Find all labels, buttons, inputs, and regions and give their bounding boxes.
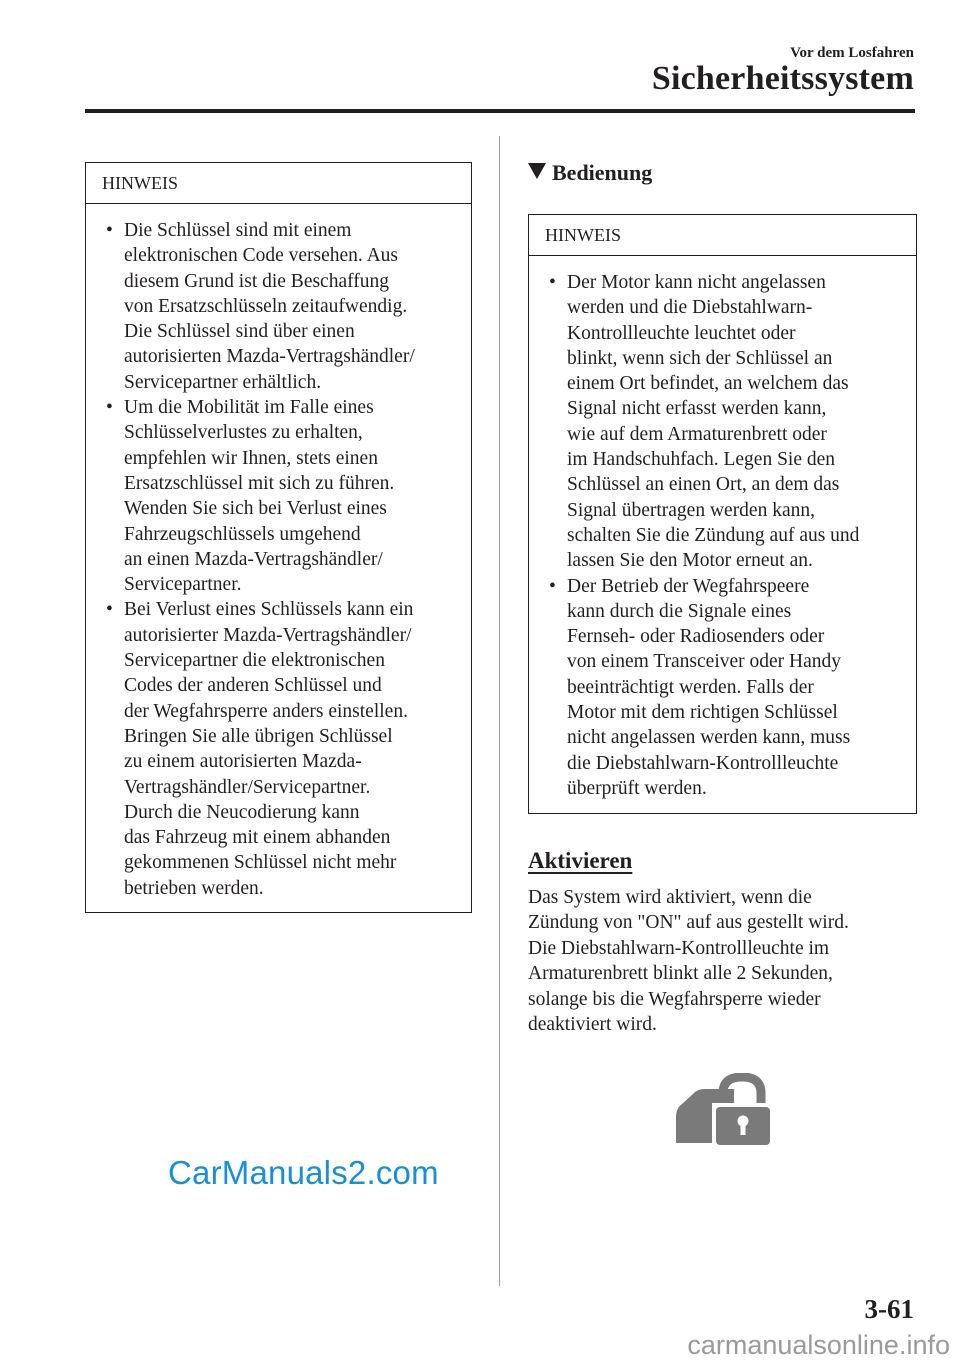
- page-number: 3-61: [864, 1294, 914, 1324]
- bullet: •: [106, 220, 113, 241]
- header-section-label: Vor dem Losfahren: [790, 45, 914, 61]
- section-title: [528, 160, 652, 186]
- bullet: •: [106, 599, 113, 621]
- subsection-title: Aktivieren: [528, 848, 633, 873]
- note-text: Um die Mobilität im Falle eines Schlüsselverlustes zu erhalten, empfehlen wir Ihnen, stets einen Ersatzschlüssel mit sich zu führen. Wenden Sie sich bei Verlust eines Fahrzeugschlüssels umgehend an einen Mazda-Vertragshändler/ Servicepartner.: [124, 397, 395, 596]
- bullet: •: [549, 272, 556, 293]
- footer-site-label: carmanualsonline.info: [687, 1330, 950, 1360]
- right-note-list: [529, 256, 916, 811]
- list-item: [529, 270, 910, 574]
- bullet: •: [106, 397, 113, 419]
- column-divider: [499, 136, 500, 1286]
- watermark-logo: CarManuals2.com: [168, 1154, 439, 1191]
- left-note-list: [86, 204, 471, 911]
- header-rule: [85, 109, 915, 113]
- triangle-down-icon: [528, 163, 546, 179]
- section-title-text: Bedienung: [552, 160, 653, 185]
- security-lock-indicator-icon: [672, 1073, 774, 1149]
- note-text: Der Betrieb der Wegfahrspeere kann durch die Signale eines Fernseh- oder Radiosenders oder von einem Transceiver oder Handy beeinträchtigt werden. Falls der Motor mit dem richtigen Schlüssel nicht angelassen werden kann, muss die Diebstahlwarn-Kontrollleuchte überprüft werden.: [567, 575, 851, 799]
- right-note-heading: HINWEIS: [529, 215, 916, 256]
- note-text: Die Schlüssel sind mit einem elektronischen Code versehen. Aus diesem Grund ist die Beschaffung von Ersatzschlüsseln zeitaufwendig. Die Schlüssel sind über einen autorisierten Mazda-Vertragshändler/ Servicepartner erhältlich.: [124, 220, 415, 393]
- left-note-box: [85, 162, 472, 913]
- list-item: [86, 218, 465, 395]
- note-text: Bei Verlust eines Schlüssels kann ein autorisierter Mazda-Vertragshändler/ Servicepartner die elektronischen Codes der anderen Schlüssel und der Wegfahrsperre anders einstellen. Bringen Sie alle übrigen Schlüssel zu einem autorisierten Mazda- Vertragshändler/Servicepartner. Durch die Neucodierung kann das Fahrzeug mit einem abhanden gekommenen Schlüssel nicht mehr betrieben werden.: [124, 599, 414, 899]
- note-text: Der Motor kann nicht angelassen werden und die Diebstahlwarn- Kontrollleuchte leuchtet oder blinkt, wenn sich der Schlüssel an einem Ort befindet, an welchem das Signal nicht erfasst werden kann, wie auf dem Armaturenbrett oder im Handschuhfach. Legen Sie den Schlüssel an einen Ort, an dem das Signal übertragen werden kann, schalten Sie die Zündung auf aus und lassen Sie den Motor erneut an.: [567, 272, 860, 572]
- list-item: [86, 395, 465, 597]
- body-paragraph: Das System wird aktiviert, wenn die Zündung von "ON" auf aus gestellt wird. Die Diebstahlwarn-Kontrollleuchte im Armaturenbrett blinkt alle 2 Sekunden, solange bis die Wegfahrsperre wieder deaktiviert wird.: [528, 887, 849, 1036]
- right-note-box: [528, 214, 917, 814]
- bullet: •: [549, 575, 556, 597]
- left-note-heading: HINWEIS: [86, 163, 471, 204]
- list-item: [86, 597, 465, 901]
- page-title: Sicherheitssystem: [651, 60, 914, 97]
- list-item: [529, 574, 910, 802]
